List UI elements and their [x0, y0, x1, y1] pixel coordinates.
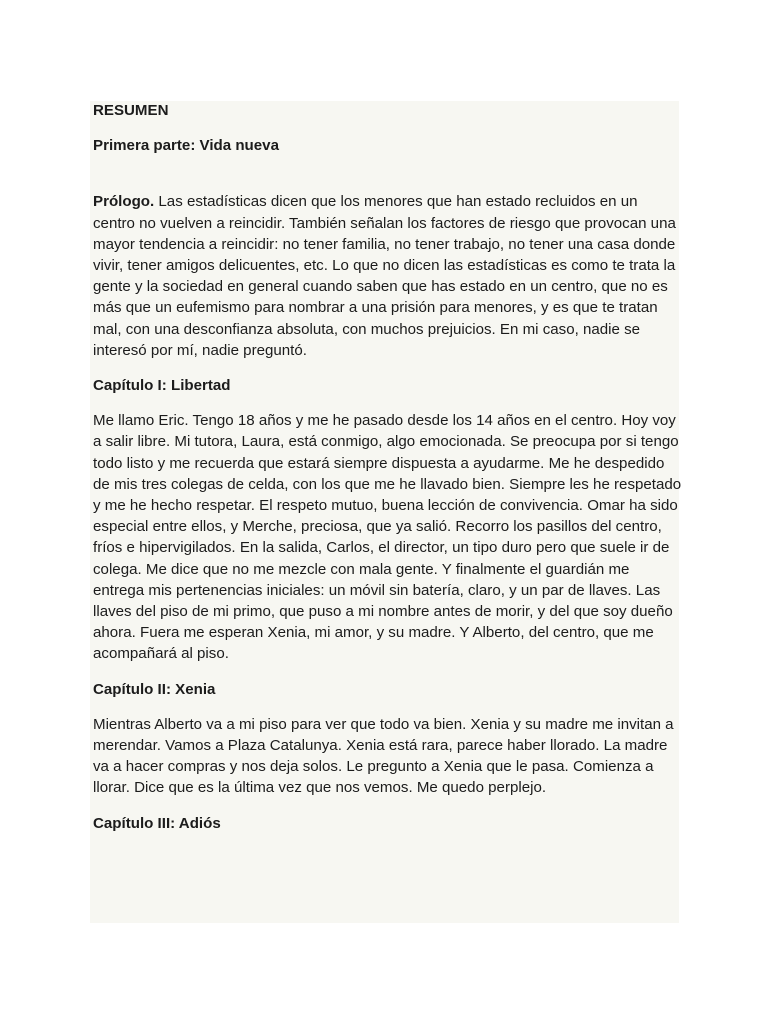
part-title: Primera parte: Vida nueva — [93, 137, 279, 155]
chapter-2-text: Mientras Alberto va a mi piso para ver que todo va bien. Xenia y su madre me invitan a merendar. Vamos a Plaza Catalunya. Xenia está rara, parece haber llorado. La madre va a hacer compras y nos deja solos. Le pregunto a Xenia que le pasa. Comienza a llorar. Dice que es la última vez que nos vemos. Me quedo perplejo. — [93, 715, 674, 797]
chapter-3-title: Capítulo III: Adiós — [93, 814, 221, 832]
prologue-label: Prólogo. — [93, 193, 155, 211]
chapter-1-title: Capítulo I: Libertad — [93, 377, 231, 395]
resumen-heading: RESUMEN — [93, 102, 169, 119]
document-body — [93, 100, 683, 834]
prologue-text: Las estadísticas dicen que los menores que han estado recluidos en un centro no vuelven a reincidir. También señalan los factores de riesgo que provocan una mayor tendencia a reincidir: no tener familia, no tener trabajo, no tener una casa donde vivir, tener amigos delicuentes, etc. Lo que no dicen las estadísticas es como te trata la gente y la sociedad en general cuando saben que has estado en un centro, que no es más que un eufemismo para nombrar a una prisión para menores, y es que te tratan mal, con una desconfianza absoluta, con muchos prejuicios. En mi caso, nadie se interesó por mí, nadie preguntó. — [93, 193, 676, 359]
prologue-paragraph — [93, 191, 683, 361]
chapter-2-title: Capítulo II: Xenia — [93, 680, 216, 698]
chapter-1-text: Me llamo Eric. Tengo 18 años y me he pasado desde los 14 años en el centro. Hoy voy a salir libre. Mi tutora, Laura, está conmigo, algo emocionada. Se preocupa por si tengo todo listo y me recuerda que estará siempre dispuesta a ayudarme. Me he despedido de mis tres colegas de celda, con los que me he llavado bien. Siempre les he respetado y me he hecho respetar. El respeto mutuo, buena lección de convivencia. Omar ha sido especial entre ellos, y Merche, preciosa, que ya salió. Recorro los pasillos del centro, fríos e hipervigilados. En la salida, Carlos, el director, un tipo duro pero que suele ir de colega. Me dice que no me mezcle con mala gente. Y finalmente el guardián me entrega mis pertenencias iniciales: un móvil sin batería, claro, y un par de llaves. Las llaves del piso de mi primo, que puso a mi nombre antes de morir, y del que soy dueño ahora. Fuera me esperan Xenia, mi amor, y su madre. Y Alberto, del centro, que me acompañará al piso. — [93, 412, 682, 663]
